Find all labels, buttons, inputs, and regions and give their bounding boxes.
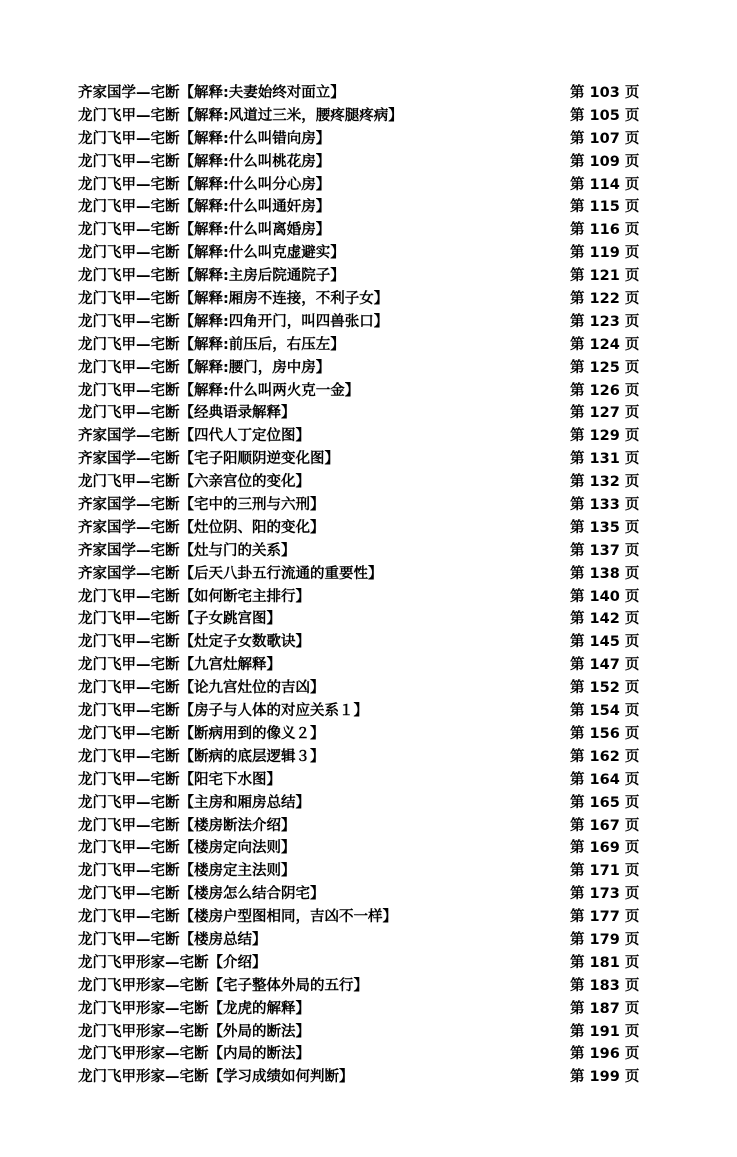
toc-entry-title[interactable]: 龙门飞甲—宅断【解释:主房后院通院子】 xyxy=(78,268,345,285)
toc-entry[interactable] xyxy=(78,952,638,975)
toc-entry-title[interactable]: 龙门飞甲—宅断【解释:什么叫桃花房】 xyxy=(78,153,331,170)
toc-entry[interactable] xyxy=(78,1043,638,1066)
toc-entry-page: 第 179 页 xyxy=(570,931,640,948)
toc-entry-page: 第 123 页 xyxy=(570,313,640,330)
toc-entry-title[interactable]: 龙门飞甲—宅断【子女跳宫图】 xyxy=(78,611,281,628)
toc-entry-page: 第 137 页 xyxy=(570,542,640,559)
toc-entry-page: 第 145 页 xyxy=(570,634,640,651)
toc-entry-title[interactable]: 龙门飞甲—宅断【解释:什么叫通奸房】 xyxy=(78,199,331,216)
toc-entry-title[interactable]: 龙门飞甲—宅断【解释:什么叫分心房】 xyxy=(78,176,331,193)
toc-entry[interactable] xyxy=(78,883,638,906)
toc-entry-title[interactable]: 龙门飞甲—宅断【楼房怎么结合阴宅】 xyxy=(78,886,325,903)
toc-entry-page: 第 114 页 xyxy=(570,176,640,193)
toc-entry-page: 第 165 页 xyxy=(570,794,640,811)
toc-entry-page: 第 119 页 xyxy=(570,245,640,262)
toc-entry-title[interactable]: 龙门飞甲形家—宅断【外局的断法】 xyxy=(78,1023,310,1040)
toc-entry-title[interactable]: 龙门飞甲—宅断【楼房定向法则】 xyxy=(78,840,296,857)
toc-entry[interactable] xyxy=(78,608,638,631)
toc-entry-title[interactable]: 龙门飞甲—宅断【灶定子女数歌诀】 xyxy=(78,634,310,651)
toc-entry[interactable] xyxy=(78,334,638,357)
toc-entry-page: 第 154 页 xyxy=(570,703,640,720)
toc-entry-title[interactable]: 龙门飞甲—宅断【解释:前压后，右压左】 xyxy=(78,336,345,353)
toc-entry-title[interactable]: 龙门飞甲—宅断【楼房定主法则】 xyxy=(78,863,296,880)
toc-entry-page: 第 187 页 xyxy=(570,1000,640,1017)
toc-entry-title[interactable]: 龙门飞甲—宅断【断病用到的像义２】 xyxy=(78,725,325,742)
toc-entry-title[interactable]: 齐家国学—宅断【宅子阳顺阴逆变化图】 xyxy=(78,451,339,468)
toc-entry[interactable] xyxy=(78,1021,638,1044)
toc-entry-title[interactable]: 龙门飞甲—宅断【主房和厢房总结】 xyxy=(78,794,310,811)
toc-entry-title[interactable]: 龙门飞甲—宅断【六亲宫位的变化】 xyxy=(78,474,310,491)
toc-entry-title[interactable]: 齐家国学—宅断【灶与门的关系】 xyxy=(78,542,296,559)
toc-entry-title[interactable]: 龙门飞甲形家—宅断【介绍】 xyxy=(78,954,267,971)
toc-entry-page: 第 122 页 xyxy=(570,291,640,308)
toc-entry-page: 第 171 页 xyxy=(570,863,640,880)
toc-entry-title[interactable]: 齐家国学—宅断【宅中的三刑与六刑】 xyxy=(78,497,325,514)
toc-entry-page: 第 140 页 xyxy=(570,588,640,605)
toc-entry-page: 第 147 页 xyxy=(570,657,640,674)
toc-entry-title[interactable]: 龙门飞甲—宅断【解释:什么叫克虚避实】 xyxy=(78,245,345,262)
toc-entry[interactable] xyxy=(78,105,638,128)
toc-entry-title[interactable]: 龙门飞甲—宅断【如何断宅主排行】 xyxy=(78,588,310,605)
toc-entry-page: 第 152 页 xyxy=(570,680,640,697)
toc-entry-page: 第 162 页 xyxy=(570,748,640,765)
toc-entry-page: 第 126 页 xyxy=(570,382,640,399)
toc-entry-title[interactable]: 龙门飞甲—宅断【楼房总结】 xyxy=(78,931,267,948)
toc-entry-title[interactable]: 齐家国学—宅断【解释:夫妻始终对面立】 xyxy=(78,85,345,101)
table-of-contents xyxy=(78,82,638,1089)
toc-entry[interactable] xyxy=(78,837,638,860)
toc-entry-title[interactable]: 齐家国学—宅断【灶位阴、阳的变化】 xyxy=(78,519,325,536)
toc-entry-page: 第 156 页 xyxy=(570,725,640,742)
toc-entry-page: 第 121 页 xyxy=(570,268,640,285)
toc-entry-page: 第 183 页 xyxy=(570,977,640,994)
toc-entry-title[interactable]: 龙门飞甲—宅断【解释:风道过三米，腰疼腿疼病】 xyxy=(78,107,403,124)
toc-entry-title[interactable]: 龙门飞甲—宅断【解释:什么叫两火克一金】 xyxy=(78,382,360,399)
toc-entry-page: 第 181 页 xyxy=(570,954,640,971)
toc-entry[interactable] xyxy=(78,1066,638,1089)
toc-entry-page: 第 177 页 xyxy=(570,909,640,926)
toc-entry[interactable] xyxy=(78,288,638,311)
toc-entry[interactable] xyxy=(78,219,638,242)
toc-entry-page: 第 125 页 xyxy=(570,359,640,376)
toc-entry[interactable] xyxy=(78,128,638,151)
toc-entry[interactable] xyxy=(78,815,638,838)
toc-entry-page: 第 142 页 xyxy=(570,611,640,628)
toc-entry-title[interactable]: 龙门飞甲—宅断【解释:四角开门，叫四兽张口】 xyxy=(78,313,389,330)
toc-entry-page: 第 196 页 xyxy=(570,1046,640,1063)
toc-entry-page: 第 133 页 xyxy=(570,497,640,514)
toc-entry-page: 第 164 页 xyxy=(570,771,640,788)
toc-entry[interactable] xyxy=(78,174,638,197)
toc-entry-title[interactable]: 龙门飞甲—宅断【经典语录解释】 xyxy=(78,405,296,422)
toc-entry-page: 第 107 页 xyxy=(570,130,640,147)
toc-entry-title[interactable]: 龙门飞甲—宅断【阳宅下水图】 xyxy=(78,771,281,788)
toc-entry-title[interactable]: 龙门飞甲—宅断【解释:厢房不连接，不利子女】 xyxy=(78,291,389,308)
toc-entry[interactable] xyxy=(78,654,638,677)
toc-entry[interactable] xyxy=(78,380,638,403)
toc-entry-page: 第 127 页 xyxy=(570,405,640,422)
toc-entry-page: 第 169 页 xyxy=(570,840,640,857)
toc-entry-page: 第 138 页 xyxy=(570,565,640,582)
toc-entry[interactable] xyxy=(78,425,638,448)
toc-entry-page: 第 129 页 xyxy=(570,428,640,445)
toc-entry[interactable] xyxy=(78,631,638,654)
toc-entry-page: 第 132 页 xyxy=(570,474,640,491)
toc-entry-title[interactable]: 龙门飞甲—宅断【论九宫灶位的吉凶】 xyxy=(78,680,325,697)
toc-entry[interactable] xyxy=(78,700,638,723)
toc-entry-title[interactable]: 龙门飞甲—宅断【解释:什么叫错向房】 xyxy=(78,130,331,147)
toc-entry-title[interactable]: 龙门飞甲—宅断【楼房断法介绍】 xyxy=(78,817,296,834)
toc-entry-page: 第 116 页 xyxy=(570,222,640,239)
toc-entry-page: 第 173 页 xyxy=(570,886,640,903)
toc-entry[interactable] xyxy=(78,311,638,334)
toc-entry[interactable] xyxy=(78,265,638,288)
toc-entry-title[interactable]: 龙门飞甲形家—宅断【内局的断法】 xyxy=(78,1046,310,1063)
toc-entry-page: 第 124 页 xyxy=(570,336,640,353)
toc-entry[interactable] xyxy=(78,471,638,494)
toc-entry-title[interactable]: 龙门飞甲—宅断【九宫灶解释】 xyxy=(78,657,281,674)
toc-entry[interactable] xyxy=(78,769,638,792)
toc-entry[interactable] xyxy=(78,998,638,1021)
toc-entry-title[interactable]: 龙门飞甲形家—宅断【学习成绩如何判断】 xyxy=(78,1069,354,1086)
toc-entry[interactable] xyxy=(78,860,638,883)
toc-entry[interactable] xyxy=(78,975,638,998)
toc-entry-title[interactable]: 龙门飞甲—宅断【房子与人体的对应关系１】 xyxy=(78,703,368,720)
toc-entry-title[interactable]: 龙门飞甲形家—宅断【宅子整体外局的五行】 xyxy=(78,977,368,994)
toc-entry-page: 第 115 页 xyxy=(570,199,640,216)
toc-entry-page: 第 131 页 xyxy=(570,451,640,468)
toc-entry-page: 第 167 页 xyxy=(570,817,640,834)
toc-entry[interactable] xyxy=(78,540,638,563)
toc-entry[interactable] xyxy=(78,792,638,815)
toc-entry-page: 第 103 页 xyxy=(570,85,640,101)
toc-entry[interactable] xyxy=(78,196,638,219)
toc-entry-title[interactable]: 龙门飞甲—宅断【解释:什么叫离婚房】 xyxy=(78,222,331,239)
toc-entry[interactable] xyxy=(78,746,638,769)
toc-entry[interactable] xyxy=(78,563,638,586)
toc-entry-page: 第 135 页 xyxy=(570,519,640,536)
toc-entry[interactable] xyxy=(78,242,638,265)
toc-entry[interactable] xyxy=(78,151,638,174)
toc-entry[interactable] xyxy=(78,357,638,380)
toc-entry-page: 第 109 页 xyxy=(570,153,640,170)
toc-entry-page: 第 191 页 xyxy=(570,1023,640,1040)
toc-entry-title[interactable]: 齐家国学—宅断【后天八卦五行流通的重要性】 xyxy=(78,565,383,582)
toc-entry[interactable] xyxy=(78,677,638,700)
toc-entry[interactable] xyxy=(78,586,638,609)
toc-entry[interactable] xyxy=(78,494,638,517)
toc-entry-title[interactable]: 龙门飞甲—宅断【楼房户型图相同，吉凶不一样】 xyxy=(78,909,397,926)
toc-entry-title[interactable]: 龙门飞甲形家—宅断【龙虎的解释】 xyxy=(78,1000,310,1017)
toc-entry[interactable] xyxy=(78,906,638,929)
toc-entry[interactable] xyxy=(78,723,638,746)
toc-entry[interactable] xyxy=(78,402,638,425)
toc-entry[interactable] xyxy=(78,448,638,471)
toc-entry[interactable] xyxy=(78,929,638,952)
toc-entry[interactable] xyxy=(78,517,638,540)
toc-entry[interactable] xyxy=(78,82,638,105)
toc-entry-title[interactable]: 齐家国学—宅断【四代人丁定位图】 xyxy=(78,428,310,445)
toc-entry-page: 第 199 页 xyxy=(570,1069,640,1086)
toc-entry-page: 第 105 页 xyxy=(570,107,640,124)
toc-entry-title[interactable]: 龙门飞甲—宅断【解释:腰门，房中房】 xyxy=(78,359,331,376)
toc-entry-title[interactable]: 龙门飞甲—宅断【断病的底层逻辑３】 xyxy=(78,748,325,765)
